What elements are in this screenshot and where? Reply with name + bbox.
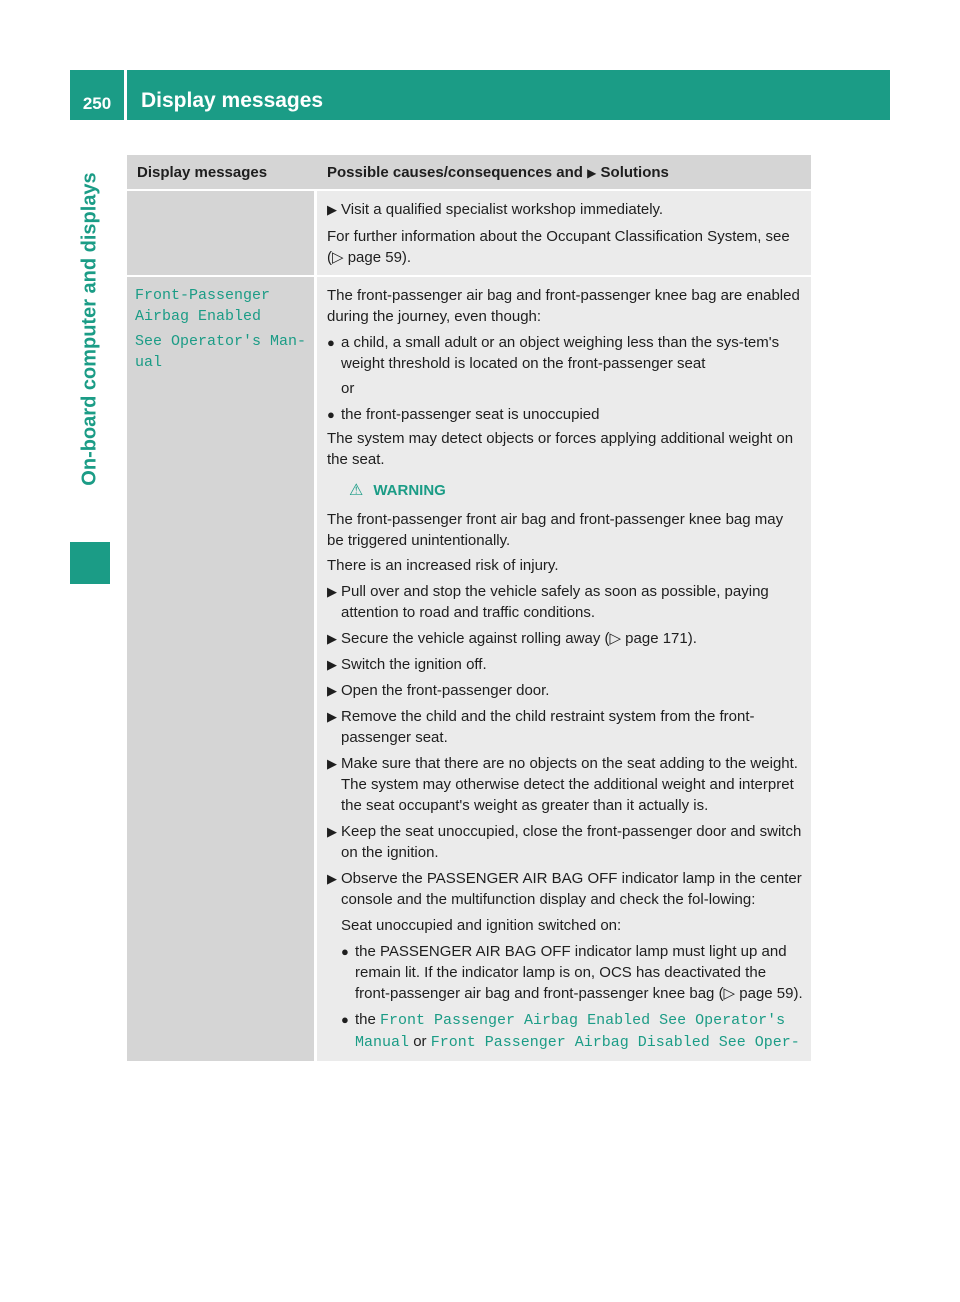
paragraph: The front-passenger air bag and front-passenger knee bag are enabled during the journey, even though:: [327, 287, 800, 325]
section-title: Display messages: [127, 70, 890, 120]
list-item: ▶ Visit a qualified specialist workshop immediately.: [327, 201, 664, 218]
list-item: ▶ Make sure that there are no objects on the seat adding to the weight. The system may otherwise detect the additional weight and interpret the seat occupant's weight as greater than it actually is.: [327, 755, 798, 814]
action-arrow-icon: ▶: [327, 202, 337, 217]
side-tab-label: On-board computer and displays: [78, 172, 101, 486]
table-row: [127, 275, 811, 1061]
action-arrow-icon: ▶: [327, 683, 337, 698]
solution-cell: [317, 191, 811, 275]
message-cell: [127, 277, 314, 1061]
col-header-causes: [317, 155, 811, 189]
paragraph: There is an increased risk of injury.: [327, 557, 559, 574]
warning-triangle-icon: ⚠: [349, 482, 364, 499]
bullet-item: ● the PASSENGER AIR BAG OFF indicator lamp must light up and remain lit. If the indicator lamp is on, OCS has deactivated the front-passenger air bag and front-passenger knee bag (▷ page 59).: [341, 943, 803, 1002]
col-header-causes-text: Possible causes/consequences and: [327, 164, 583, 181]
side-tab-marker: [70, 542, 110, 584]
solution-cell: [317, 277, 811, 1061]
action-arrow-icon: ▶: [327, 631, 337, 646]
action-arrow-icon: ▶: [327, 584, 337, 599]
list-item: ▶ Pull over and stop the vehicle safely as soon as possible, paying attention to road and traffic conditions.: [327, 583, 769, 621]
paragraph: or: [341, 380, 355, 397]
message-cell: [127, 191, 314, 275]
display-messages-table: [127, 155, 811, 1061]
message-text: Front Passenger Airbag Disabled See Oper‐: [430, 1034, 800, 1051]
message-text: Front Passenger Airbag Enabled See Operator's Manual: [355, 1012, 786, 1051]
message-text: Airbag Enabled: [135, 308, 262, 325]
action-arrow-icon: ▶: [327, 709, 337, 724]
message-text: ual: [135, 354, 163, 371]
list-item: ▶ Remove the child and the child restraint system from the front-passenger seat.: [327, 708, 755, 746]
paragraph: The system may detect objects or forces applying additional weight on the seat.: [327, 430, 794, 468]
message-text: See Operator's Man‐: [135, 333, 307, 350]
list-item: ▶ Keep the seat unoccupied, close the front-passenger door and switch on the ignition.: [327, 823, 802, 861]
action-arrow-icon: ▶: [327, 824, 337, 839]
bullet-item: ● the Front Passenger Airbag Enabled See Operator's Manual or Front Passenger Airbag Disabled See Oper‐: [341, 1011, 800, 1051]
list-item: ▶ Secure the vehicle against rolling away (▷ page 171).: [327, 630, 697, 647]
arrow-icon: ▶: [587, 166, 597, 180]
list-item: ▶ Switch the ignition off.: [327, 656, 487, 673]
action-arrow-icon: ▶: [327, 657, 337, 672]
bullet-item: ● the front-passenger seat is unoccupied: [327, 406, 600, 423]
bullet-icon: ●: [327, 335, 335, 350]
page-number: 250: [70, 70, 124, 120]
paragraph: Seat unoccupied and ignition switched on:: [341, 917, 622, 934]
list-item: ▶ Observe the PASSENGER AIR BAG OFF indicator lamp in the center console and the multifunction display and check the fol‐lowing:: [327, 870, 802, 908]
bullet-icon: ●: [327, 407, 335, 422]
table-row: [127, 189, 811, 275]
bullet-item: ● a child, a small adult or an object weighing less than the sys‐tem's weight threshold is located on the front-passenger seat: [327, 334, 780, 372]
table-header: [127, 155, 811, 189]
side-tab-label-box: [70, 120, 110, 538]
paragraph: The front-passenger front air bag and front-passenger knee bag may be triggered unintentionally.: [327, 511, 784, 549]
list-item: ▶ Open the front-passenger door.: [327, 682, 550, 699]
col-header-solutions-text: Solutions: [600, 164, 669, 181]
message-text: Front-Passenger: [135, 287, 271, 304]
bullet-icon: ●: [341, 944, 349, 959]
warning-heading: ⚠ WARNING: [349, 482, 446, 499]
paragraph: For further information about the Occupant Classification System, see (▷ page 59).: [327, 228, 790, 266]
action-arrow-icon: ▶: [327, 871, 337, 886]
side-tab: [70, 120, 110, 584]
col-header-messages: Display messages: [137, 164, 268, 181]
page-header: [70, 70, 890, 120]
action-arrow-icon: ▶: [327, 756, 337, 771]
bullet-icon: ●: [341, 1012, 349, 1027]
